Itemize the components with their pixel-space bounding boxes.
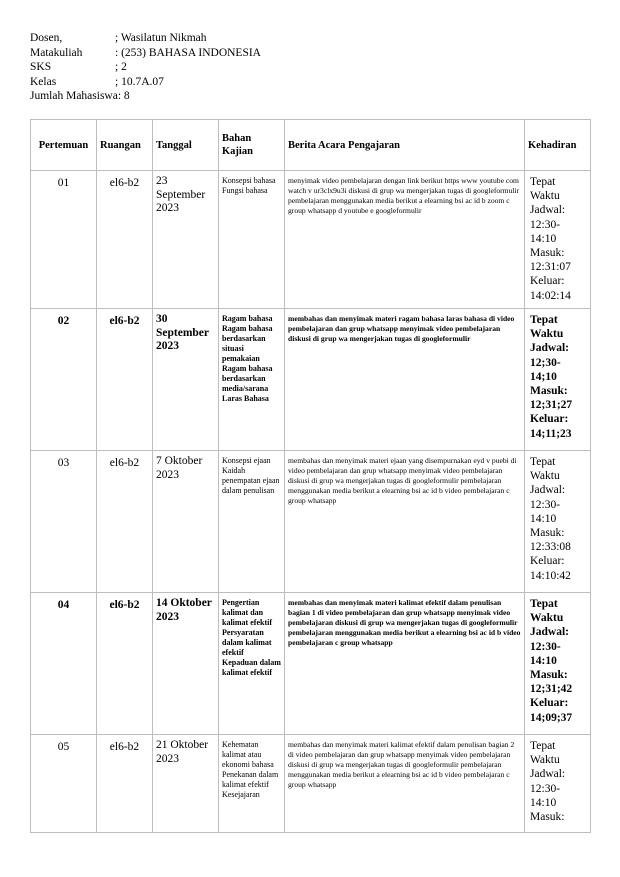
kehadiran-line: 14:02:14 [530, 289, 571, 302]
info-row-sks [30, 60, 261, 75]
kehadiran-line: Keluar: [530, 555, 565, 568]
info-row-matakuliah [30, 46, 261, 61]
kehadiran-line: 12;30- [530, 356, 561, 369]
header-bahan-kajian: Bahan Kajian [219, 120, 285, 171]
kehadiran-line: Jadwal: [530, 204, 566, 217]
cell-berita-acara: membahas dan menyimak materi kalimat efektif dalam penulisan bagian 2 di video pembelajaran dan grup whatsapp menyimak video pembelajaran diskusi di grup wa mengerjakan tugas di googleformulir pembelajaran menggunakan media berikut a elearning bsi ac id b video pembelajaran c group whatsapp [285, 735, 525, 833]
header-pertemuan: Pertemuan [31, 120, 97, 171]
kehadiran-line: 14:10 [530, 512, 557, 525]
cell-ruangan: el6-b2 [97, 593, 153, 735]
cell-berita-acara: membahas dan menyimak materi ragam bahasa laras bahasa di video pembelajaran dan grup whatsapp menyimak video pembelajaran diskusi di grup wa mengerjakan tugas di googleformulir [285, 309, 525, 451]
kehadiran-line: 14:10 [530, 796, 557, 809]
kehadiran-line: Jadwal: [530, 626, 569, 639]
table-row [31, 451, 591, 593]
header-ruangan: Ruangan [97, 120, 153, 171]
kehadiran-line: 14;09;37 [530, 711, 573, 724]
kehadiran-line: Tepat [530, 314, 558, 326]
info-row-dosen [30, 31, 261, 46]
cell-ruangan: el6-b2 [97, 309, 153, 451]
info-value: : 8 [117, 90, 130, 103]
kehadiran-line: 12;31;27 [530, 399, 573, 412]
kehadiran-line: Waktu [530, 328, 564, 341]
info-value: : (253) BAHASA INDONESIA [115, 46, 261, 59]
kehadiran-line: Jadwal: [530, 342, 569, 355]
cell-bahan-kajian: Konsepsi bahasa Fungsi bahasa [219, 171, 285, 309]
cell-kehadiran [525, 171, 591, 309]
header-berita-acara: Berita Acara Pengajaran [285, 120, 525, 171]
cell-bahan-kajian: Ragam bahasa Ragam bahasa berdasarkan situasi pemakaian Ragam bahasa berdasarkan media/sarana Laras Bahasa [219, 309, 285, 451]
cell-tanggal: 7 Oktober 2023 [153, 451, 219, 593]
cell-kehadiran [525, 309, 591, 451]
info-label: Jumlah Mahasiswa [30, 90, 118, 103]
info-row-jumlah-mahasiswa [30, 89, 261, 104]
cell-pertemuan: 02 [31, 309, 97, 451]
kehadiran-line: Waktu [530, 612, 564, 625]
kehadiran-line: Waktu [530, 754, 560, 767]
attendance-table [30, 119, 591, 833]
cell-bahan-kajian: Pengertian kalimat dan kalimat efektif Persyaratan dalam kalimat efektif Kepaduan dalam kalimat efektif [219, 593, 285, 735]
table-row [31, 593, 591, 735]
info-label: Kelas [30, 75, 57, 88]
cell-tanggal: 14 Oktober 2023 [153, 593, 219, 735]
kehadiran-line: 12:30- [530, 640, 561, 653]
kehadiran-line: 14:10 [530, 654, 557, 667]
info-value: ; 2 [115, 61, 127, 74]
kehadiran-line: Masuk: [530, 669, 568, 682]
info-value: ; 10.7A.07 [115, 75, 164, 88]
cell-berita-acara: membahas dan menyimak materi ejaan yang disempurnakan eyd v puebi di video pembelajaran dan grup whatsapp menyimak video pembelajaran diskusi di grup wa mengerjakan tugas di googleformulir pembelajaran menggunakan media berikut a elearning bsi ac id b video pembelajaran c group whatsapp [285, 451, 525, 593]
kehadiran-line: 14;11;23 [530, 427, 572, 440]
cell-pertemuan: 03 [31, 451, 97, 593]
table-header-row [31, 120, 591, 171]
cell-ruangan: el6-b2 [97, 171, 153, 309]
kehadiran-line: 12;31;42 [530, 683, 573, 696]
cell-ruangan: el6-b2 [97, 451, 153, 593]
cell-bahan-kajian: Konsepsi ejaan Kaidah penempatan ejaan dalam penulisan [219, 451, 285, 593]
kehadiran-line: Tepat [530, 176, 556, 188]
kehadiran-line: Keluar: [530, 275, 565, 288]
kehadiran-line: Jadwal: [530, 768, 566, 781]
kehadiran-line: Waktu [530, 190, 560, 203]
kehadiran-line: 12:30- [530, 782, 561, 795]
cell-berita-acara: menyimak video pembelajaran dengan link berikut https www youtube com watch v ur3clx9u3i diskusi di grup wa mengerjakan tugas di googleformulir pembelajaran menggunakan media berikut a elearning bsi ac id b zoom c group whatsapp d youtube e googleformulir [285, 171, 525, 309]
cell-tanggal: 21 Oktober 2023 [153, 735, 219, 833]
kehadiran-line: Masuk: [530, 385, 568, 398]
header-tanggal: Tanggal [153, 120, 219, 171]
info-row-kelas [30, 75, 261, 90]
kehadiran-line: 14:10:42 [530, 569, 571, 582]
kehadiran-line: Masuk: [530, 811, 565, 824]
kehadiran-line: Keluar: [530, 413, 569, 426]
info-label: SKS [30, 61, 52, 74]
kehadiran-line: Waktu [530, 470, 560, 483]
kehadiran-line: Tepat [530, 740, 556, 752]
kehadiran-line: Masuk: [530, 527, 565, 540]
kehadiran-line: Keluar: [530, 697, 569, 710]
kehadiran-line: 12:30- [530, 498, 561, 511]
kehadiran-line: Tepat [530, 456, 556, 468]
info-label: Dosen, [30, 32, 63, 44]
cell-berita-acara: membahas dan menyimak materi kalimat efektif dalam penulisan bagian 1 di video pembelajaran dan grup whatsapp menyimak video pembelajaran diskusi di grup wa mengerjakan tugas di googleformulir pembelajaran menggunakan media berikut a elearning bsi ac id b video pembelajaran c group whatsapp [285, 593, 525, 735]
header-kehadiran: Kehadiran [525, 120, 591, 171]
kehadiran-line: Jadwal: [530, 484, 566, 497]
cell-bahan-kajian: Kehematan kalimat atau ekonomi bahasa Penekanan dalam kalimat efektif Kesejajaran [219, 735, 285, 833]
kehadiran-line: 12:30- [530, 218, 561, 231]
info-value: ; Wasilatun Nikmah [115, 32, 207, 44]
cell-kehadiran [525, 593, 591, 735]
cell-tanggal: 30 September 2023 [153, 309, 219, 451]
kehadiran-line: Tepat [530, 598, 558, 610]
table-row [31, 735, 591, 833]
table-row [31, 171, 591, 309]
cell-pertemuan: 01 [31, 171, 97, 309]
cell-pertemuan: 05 [31, 735, 97, 833]
cell-pertemuan: 04 [31, 593, 97, 735]
cell-kehadiran [525, 735, 591, 833]
info-label: Matakuliah [30, 46, 83, 59]
cell-ruangan: el6-b2 [97, 735, 153, 833]
kehadiran-line: 14:10 [530, 232, 557, 245]
cell-tanggal: 23 September 2023 [153, 171, 219, 309]
kehadiran-line: Masuk: [530, 247, 565, 260]
course-info-header [30, 31, 261, 104]
kehadiran-line: 14;10 [530, 370, 557, 383]
table-row [31, 309, 591, 451]
kehadiran-line: 12:31:07 [530, 261, 571, 274]
cell-kehadiran [525, 451, 591, 593]
kehadiran-line: 12:33:08 [530, 541, 571, 554]
